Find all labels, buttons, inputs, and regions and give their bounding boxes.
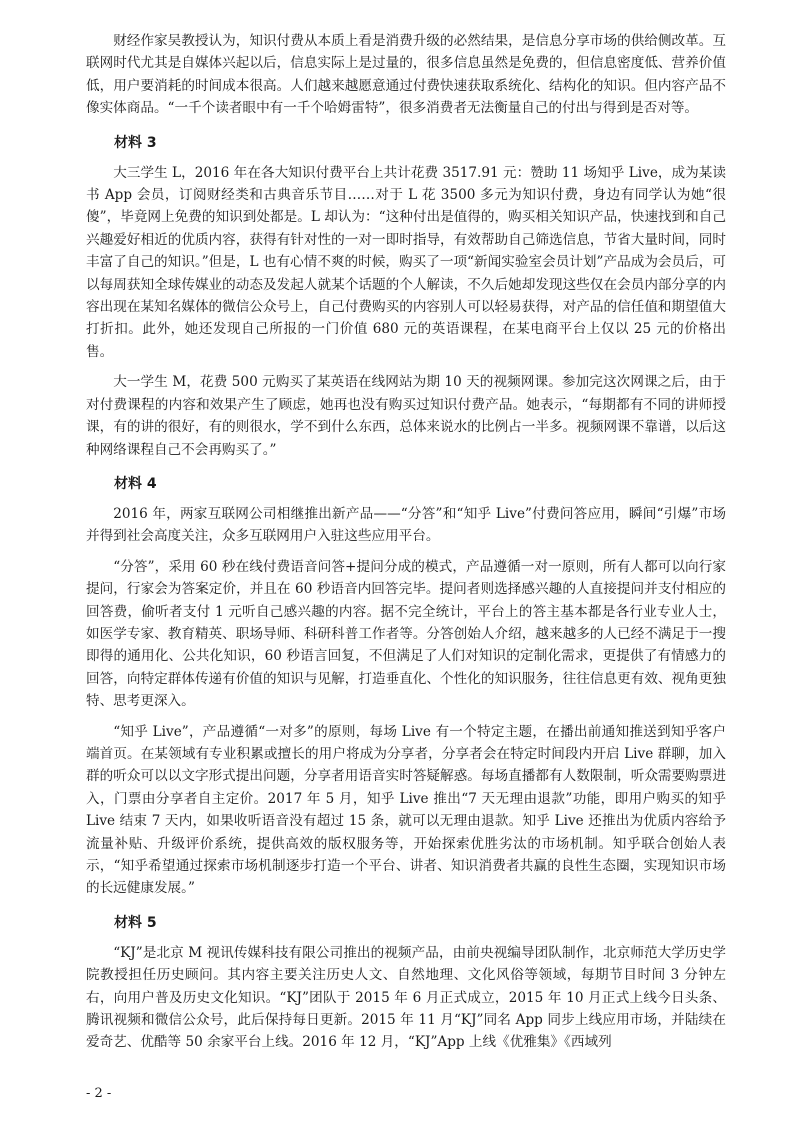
paragraph-expert-opinion: 财经作家吴教授认为，知识付费从本质上看是消费升级的必然结果，是信息分享市场的供给侧改革。互联网时代尤其是自媒体兴起以后，信息实际上是过量的，很多信息虽然是免费的，但信息密度低、营养价值低，用户要消耗的时间成本很高。人们越来越愿意通过付费快速获取系统化、结构化的知识。但内容产品不像实体商品。“一千个读者眼中有一千个哈姆雷特”，很多消费者无法衡量自己的付出与得到是否对等。 (86, 33, 726, 117)
document-body (86, 30, 726, 1054)
paragraph-zhihu-live: “知乎 Live”，产品遵循“一对多”的原则，每场 Live 有一个特定主题，在播出前通知推送到知乎客户端首页。在某领域有专业积累或擅长的用户将成为分享者，分享者会在特定时间段内开启 Live 群聊，加入群的听众可以以文字形式提出问题，分享者用语音实时答疑解惑。每场直播都有人数限制，听众需要购票进入，门票由分享者自主定价。2017 年 5 月，知乎 Live 推出“7 天无理由退款”功能，即用户购买的知乎 Live 结束 7 天内，如果收听语音没有超过 15 条，就可以无理由退款。知乎 Live 还推出为优质内容给予流量补贴、升级评价系统，提供高效的版权服务等，开始探索优胜劣汰的市场机制。知乎联合创始人表示，“知乎希望通过探索市场机制逐步打造一个平台、讲者、知识消费者共赢的良性生态圈，实现知识市场的长远健康发展。” (86, 723, 726, 897)
section-heading-material-5: 材料 5 (114, 914, 157, 931)
paragraph-kj: “KJ”是北京 M 视讯传媒科技有限公司推出的视频产品，由前央视编导团队制作，北京师范大学历史学院教授担任历史顾问。其内容主要关注历史人文、自然地理、文化风俗等领域，每期节目时间 3 分钟左右，向用户普及历史文化知识。“KJ”团队于 2015 年 6 月正式成立，2015 年 10 月正式上线今日头条、腾讯视频和微信公众号，此后保持每日更新。2015 年 11 月“KJ”同名 App 同步上线应用市场，并陆续在爱奇艺、优酷等 50 余家平台上线。2016 年 12 月，“KJ”App 上线《优雅集》《西域列 (86, 944, 726, 1051)
paragraph-student-l: 大三学生 L，2016 年在各大知识付费平台上共计花费 3517.91 元：赞助 11 场知乎 Live，成为某读书 App 会员，订阅财经类和古典音乐节目……对于 L 花 3500 多元为知识付费，身边有同学认为她“很傻”，毕竟网上免费的知识到处都是。L 却认为：“这种付出是值得的，购买相关知识产品，快速找到和自己兴趣爱好相近的优质内容，获得有针对性的一对一即时指导，有效帮助自己筛选信息，节省大量时间，同时丰富了自己的知识。”但是，L 也有心情不爽的时候，购买了一项“新闻实验室会员计划”产品成为会员后，可以每周获知全球传媒业的动态及发起人就某个话题的个人解读，不久后她却发现这些仅在会员内部分享的内容出现在某知名媒体的微信公众号上，自己付费购买的内容别人可以轻易获得，对产品的信任值和期望值大打折扣。此外，她还发现自己所报的一门价值 680 元的英语课程，在某电商平台上仅以 25 元的价格出售。 (86, 164, 726, 360)
paragraph-student-m: 大一学生 M，花费 500 元购买了某英语在线网站为期 10 天的视频网课。参加完这次网课之后，由于对付费课程的内容和效果产生了顾虑，她再也没有购买过知识付费产品。她表示，“每期都有不同的讲师授课，有的讲的很好，有的则很水，学不到什么东西，总体来说水的比例占一半多。视频网课不靠谱，以后这种网络课程自己不会再购买了。” (86, 374, 726, 458)
section-heading-material-3: 材料 3 (114, 134, 157, 151)
paragraph-fenda: “分答”，采用 60 秒在线付费语音问答+提问分成的模式，产品遵循一对一原则，所有人都可以向行家提问，行家会为答案定价，并且在 60 秒语音内回答完毕。提问者则选择感兴趣的人直接提问并支付相应的回答费，偷听者支付 1 元听自己感兴趣的内容。据不完全统计，平台上的答主基本都是各行业专业人士，如医学专家、教育精英、职场导师、科研科普工作者等。分答创始人介绍，越来越多的人已经不满足于一搜即得的通用化、公共化知识，60 秒语言回复，不但满足了人们对知识的定制化需求，更提供了有情感力的回答，向特定群体传递有价值的知识与见解，打造垂直化、个性化的知识服务，往往信息更有效、视角更独特、思考更深入。 (86, 558, 726, 710)
page-number: - 2 - (86, 1086, 112, 1101)
paragraph-fenda-zhihu-intro: 2016 年，两家互联网公司相继推出新产品——“分答”和“知乎 Live”付费问答应用，瞬间“引爆”市场并得到社会高度关注，众多互联网用户入驻这些应用平台。 (86, 505, 726, 545)
section-heading-material-4: 材料 4 (114, 475, 157, 492)
